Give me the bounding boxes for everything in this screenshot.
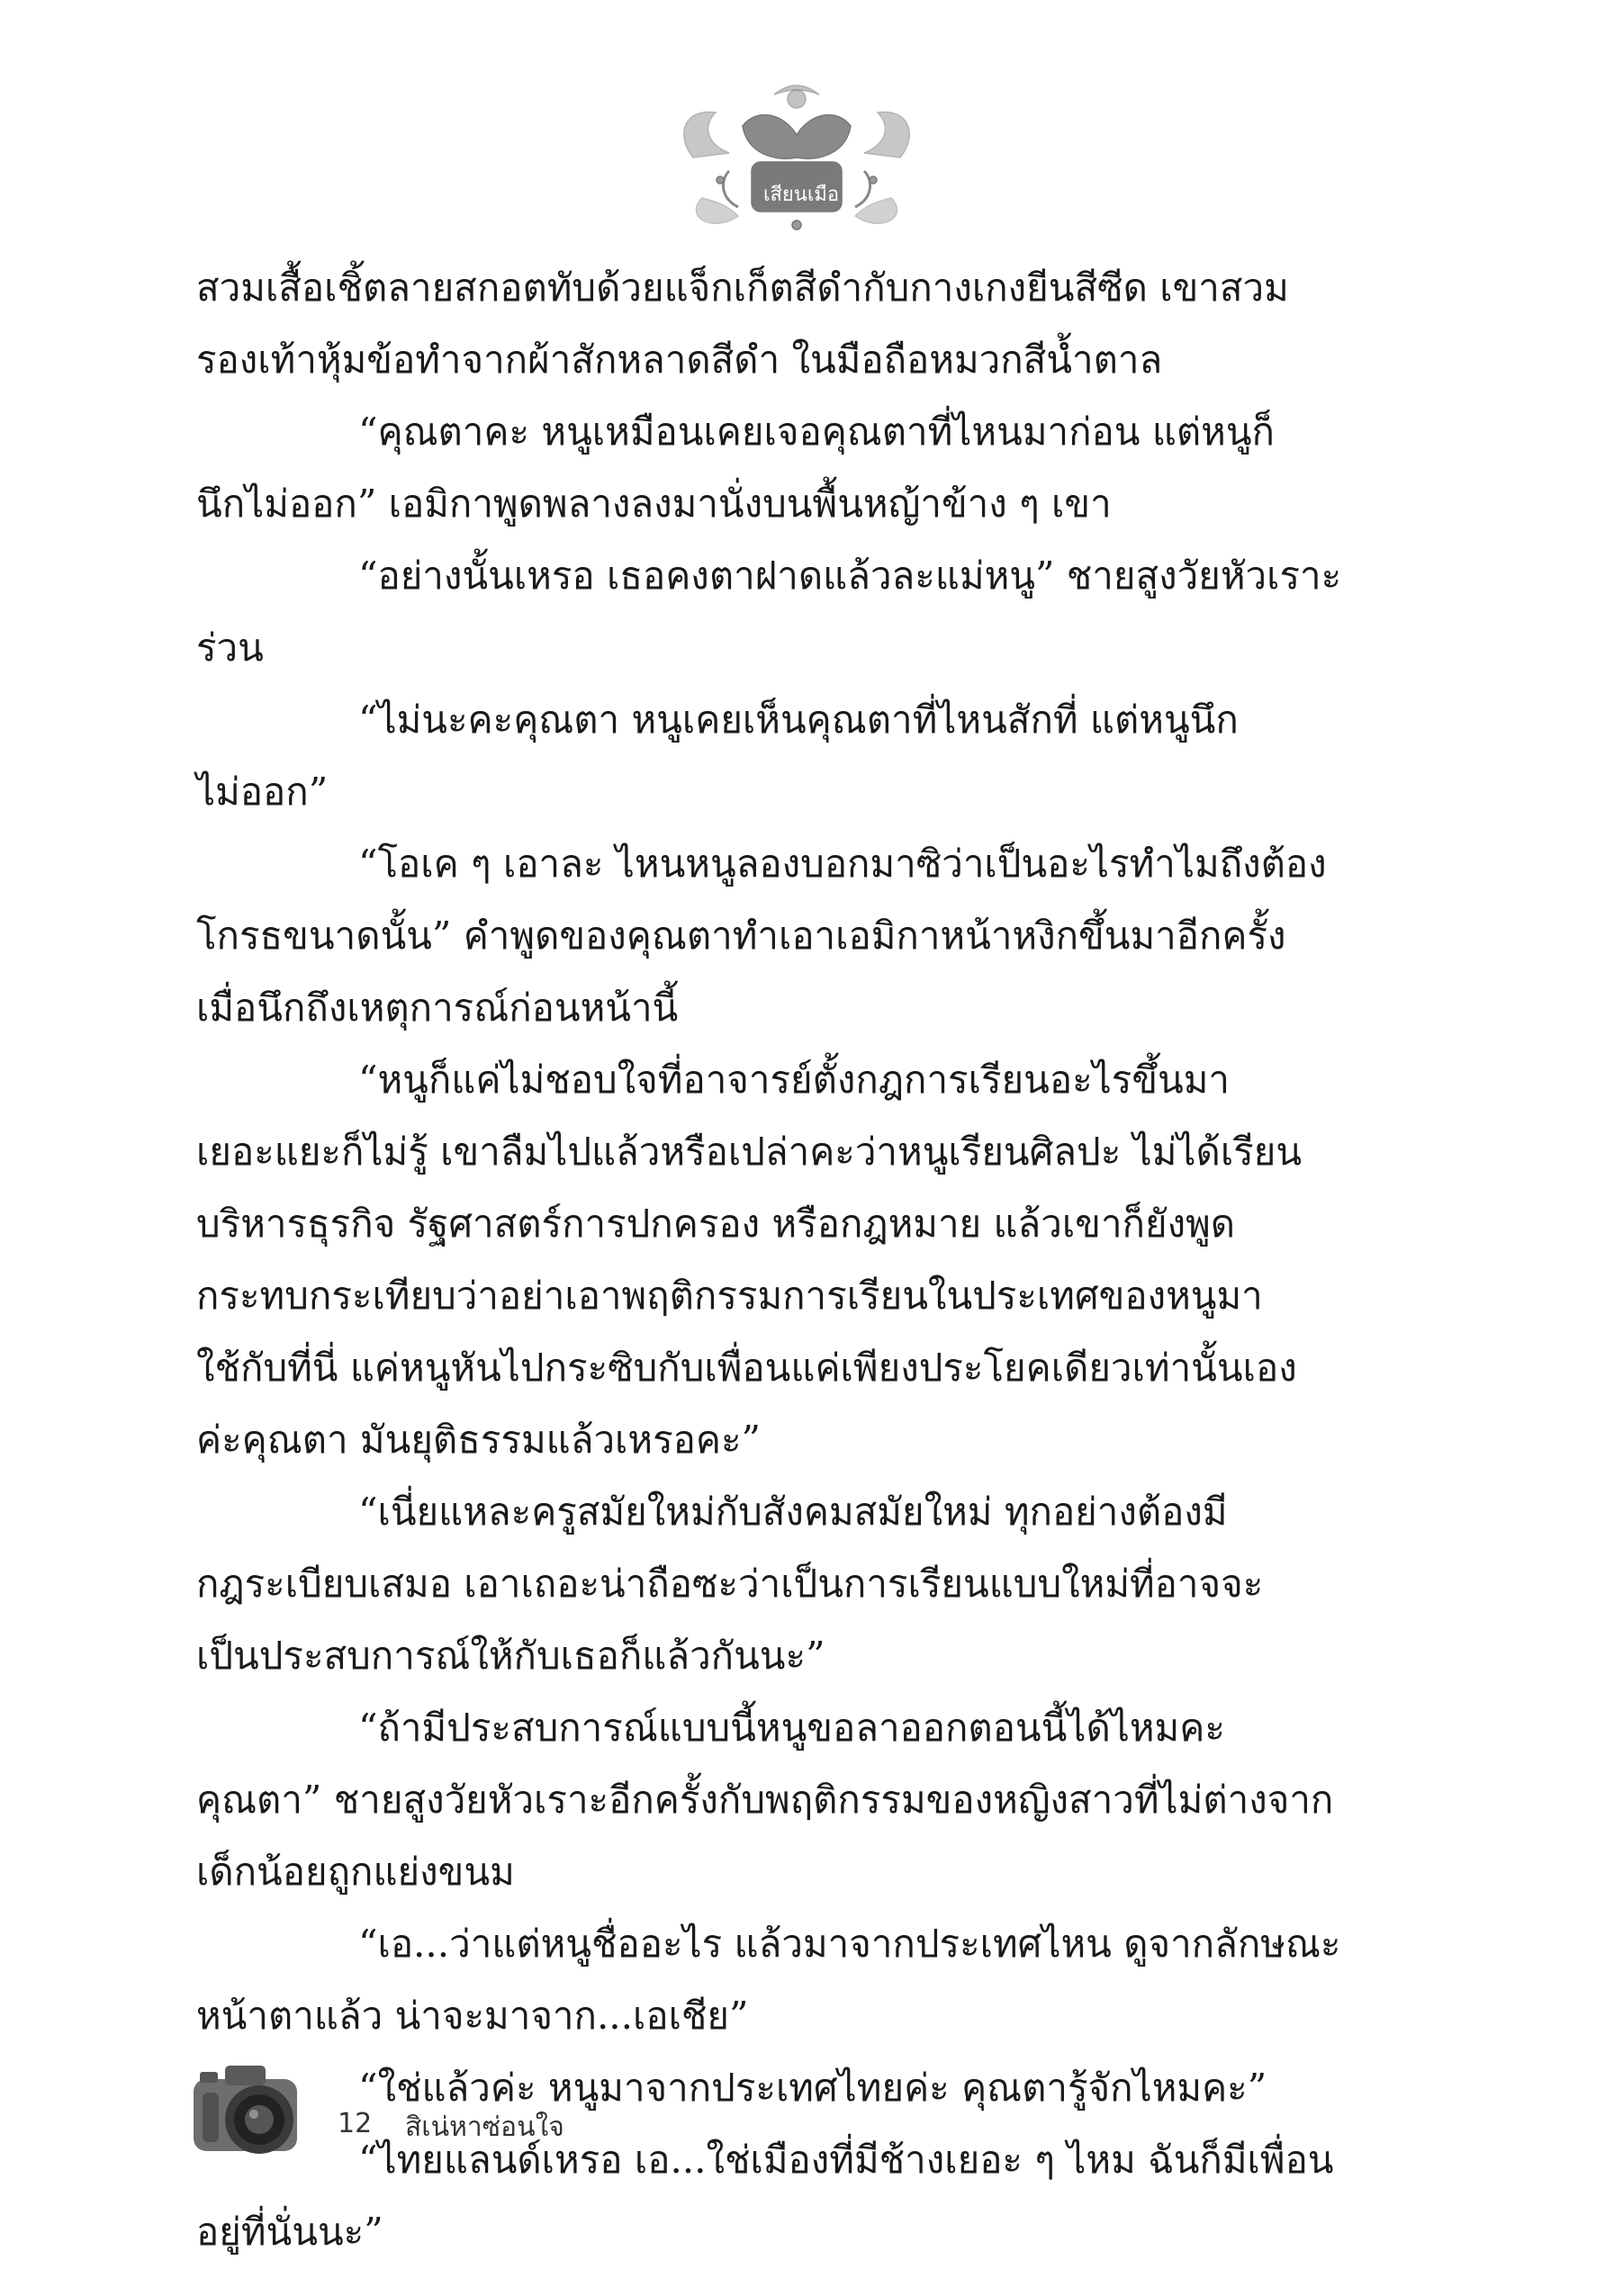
text-line: เยอะแยะก็ไม่รู้ เขาลืมไปแล้วหรือเปล่าคะว่าหนูเรียนศิลปะ ไม่ได้เรียน bbox=[196, 1130, 1303, 1174]
text-line: อยู่ที่นั่นนะ” bbox=[196, 2210, 383, 2254]
text-line: ร่วน bbox=[196, 626, 264, 670]
book-title: สิเน่หาซ่อนใจ bbox=[405, 2111, 564, 2143]
text-line: กระทบกระเทียบว่าอย่าเอาพฤติกรรมการเรียนในประเทศของหนูมา bbox=[196, 1274, 1263, 1318]
page-footer bbox=[189, 2052, 819, 2205]
text-line: รองเท้าหุ้มข้อทำจากผ้าสักหลาดสีดำ ในมือถือหมวกสีน้ำตาล bbox=[196, 338, 1163, 382]
text-line: “เอ...ว่าแต่หนูชื่ออะไร แล้วมาจากประเทศไหน ดูจากลักษณะ bbox=[358, 1922, 1341, 1966]
text-line: “ใช่แล้วค่ะ หนูมาจากประเทศไทยค่ะ คุณตารู้จักไหมคะ” bbox=[358, 2066, 1267, 2110]
text-line: “ไทยแลนด์เหรอ เอ...ใช่เมืองที่มีช้างเยอะ ๆ ไหม ฉันก็มีเพื่อน bbox=[358, 2138, 1334, 2182]
text-line: นึกไม่ออก” เอมิกาพูดพลางลงมานั่งบนพื้นหญ้าข้าง ๆ เขา bbox=[196, 482, 1112, 526]
text-line: “หนูก็แค่ไม่ชอบใจที่อาจารย์ตั้งกฎการเรียนอะไรขึ้นมา bbox=[358, 1058, 1231, 1102]
text-line: โกรธขนาดนั้น” คำพูดของคุณตาทำเอาเอมิกาหน้าหงิกขึ้นมาอีกครั้ง bbox=[196, 914, 1286, 958]
text-line: “อย่างนั้นเหรอ เธอคงตาฝาดแล้วละแม่หนู” ชายสูงวัยหัวเราะ bbox=[358, 554, 1342, 598]
text-line: เป็นประสบการณ์ให้กับเธอก็แล้วกันนะ” bbox=[196, 1634, 825, 1678]
ornament-emblem-icon bbox=[666, 72, 927, 243]
text-line: “ถ้ามีประสบการณ์แบบนี้หนูขอลาออกตอนนี้ได้ไหมคะ bbox=[358, 1706, 1225, 1750]
text-line: ค่ะคุณตา มันยุติธรรมแล้วเหรอคะ” bbox=[196, 1418, 761, 1462]
publisher-logo bbox=[666, 72, 927, 243]
text-line: “โอเค ๆ เอาละ ไหนหนูลองบอกมาซิว่าเป็นอะไรทำไมถึงต้อง bbox=[358, 842, 1327, 886]
body-text bbox=[196, 252, 1342, 2268]
page-number: 12 bbox=[338, 2108, 373, 2139]
text-line: ไม่ออก” bbox=[196, 770, 329, 814]
text-line: “คุณตาคะ หนูเหมือนเคยเจอคุณตาที่ไหนมาก่อน แต่หนูก็ bbox=[358, 410, 1275, 454]
camera-icon bbox=[189, 2052, 306, 2165]
text-line: เด็กน้อยถูกแย่งขนม bbox=[196, 1850, 515, 1894]
text-line: คุณตา” ชายสูงวัยหัวเราะอีกครั้งกับพฤติกรรมของหญิงสาวที่ไม่ต่างจาก bbox=[196, 1778, 1334, 1822]
text-line: หน้าตาแล้ว น่าจะมาจาก...เอเชีย” bbox=[196, 1994, 749, 2038]
text-line: กฎระเบียบเสมอ เอาเถอะน่าถือซะว่าเป็นการเรียนแบบใหม่ที่อาจจะ bbox=[196, 1562, 1264, 1606]
text-line: “ไม่นะคะคุณตา หนูเคยเห็นคุณตาที่ไหนสักที่ แต่หนูนึก bbox=[358, 698, 1239, 742]
text-line: สวมเสื้อเชิ้ตลายสกอตทับด้วยแจ็กเก็ตสีดำกับกางเกงยีนสีซีด เขาสวม bbox=[196, 266, 1289, 310]
text-line: ใช้กับที่นี่ แค่หนูหันไปกระซิบกับเพื่อนแค่เพียงประโยคเดียวเท่านั้นเอง bbox=[196, 1346, 1297, 1390]
logo-text: เสียนเมือ bbox=[762, 184, 840, 206]
text-line: บริหารธุรกิจ รัฐศาสตร์การปกครอง หรือกฎหมาย แล้วเขาก็ยังพูด bbox=[196, 1202, 1236, 1246]
text-line: เมื่อนึกถึงเหตุการณ์ก่อนหน้านี้ bbox=[196, 986, 679, 1030]
text-line: “เนี่ยแหละครูสมัยใหม่กับสังคมสมัยใหม่ ทุกอย่างต้องมี bbox=[358, 1490, 1228, 1534]
